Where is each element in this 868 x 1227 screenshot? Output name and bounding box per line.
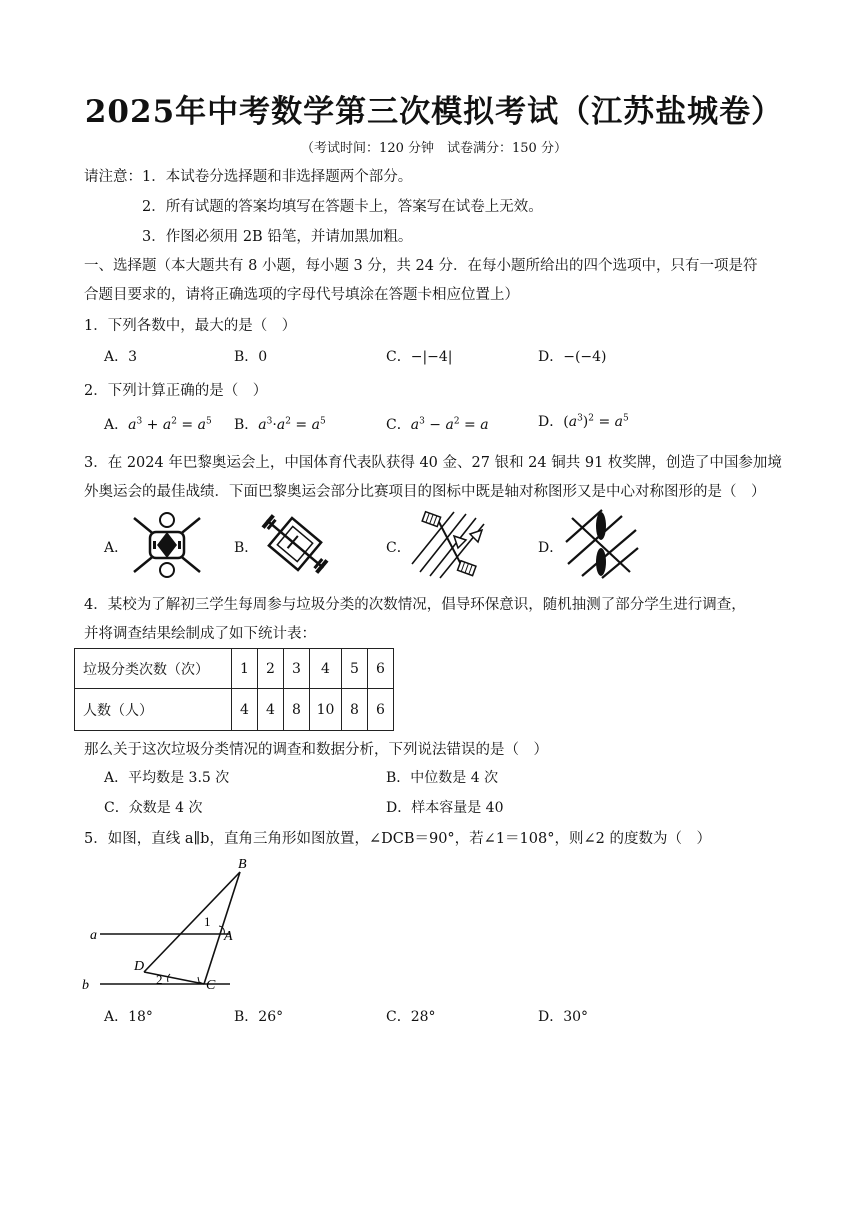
question-3-stem: 3．在 2024 年巴黎奥运会上，中国体育代表队获得 40 金、27 银和 24 铜共 91 枚奖牌，创造了中国参加境 <box>84 455 782 471</box>
q5-option-d: D．30° <box>538 1009 589 1025</box>
notice-label: 请注意：1．本试卷分选择题和非选择题两个部分。 <box>84 169 413 185</box>
question-4-stem: 4．某校为了解初三学生每周参与垃圾分类的次数情况，倡导环保意识，随机抽测了部分学生进行调查， <box>84 597 746 613</box>
statistics-table <box>74 648 394 731</box>
side-bd <box>144 872 240 972</box>
table-cell: 2 <box>258 649 284 689</box>
label-a-point: A <box>224 929 233 944</box>
table-cell: 4 <box>310 649 342 689</box>
q1-option-c: C．−|−4| <box>386 349 453 365</box>
table-header-people: 人数（人） <box>75 689 232 731</box>
table-cell: 6 <box>368 649 394 689</box>
label-line-b: b <box>82 978 89 993</box>
table-cell: 6 <box>368 689 394 731</box>
q5-option-c: C．28° <box>386 1009 436 1025</box>
q3-option-c: C． <box>386 540 411 556</box>
question-3-stem-cont: 外奥运会的最佳战绩．下面巴黎奥运会部分比赛项目的图标中既是轴对称图形又是中心对称图形的是（ ） <box>84 484 766 500</box>
label-d-point: D <box>134 959 145 974</box>
section-heading: 一、选择题（本大题共有 8 小题，每小题 3 分，共 24 分．在每小题所给出的四个选项中，只有一项是符 <box>84 258 758 274</box>
table-cell: 8 <box>342 689 368 731</box>
q1-option-b: B．0 <box>234 349 268 365</box>
q3-option-a: A． <box>104 540 129 556</box>
table-row <box>75 689 394 731</box>
label-line-a: a <box>90 928 97 943</box>
judo-icon <box>128 510 208 580</box>
rowing-icon <box>562 508 640 580</box>
q3-option-b: B． <box>234 540 259 556</box>
q3-option-d: D． <box>538 540 564 556</box>
badminton-icon <box>410 508 490 580</box>
q1-option-d: D．−(−4) <box>538 349 607 365</box>
table-cell: 4 <box>258 689 284 731</box>
notice-item: 1．本试卷分选择题和非选择题两个部分。 <box>142 169 413 185</box>
q2-option-a: A．$a^3 + a^2 = a^5$ <box>104 416 212 433</box>
table-cell: 10 <box>310 689 342 731</box>
q2-option-d: D．$(a^3)^2 = a^5$ <box>538 413 629 430</box>
label-angle-2: 2 <box>156 972 163 987</box>
question-2-stem: 2．下列计算正确的是（ ） <box>84 383 268 399</box>
q2-option-c: C．$a^3 - a^2 = a$ <box>386 416 489 433</box>
label-b-point: B <box>238 857 247 872</box>
label-c-point: C <box>206 978 216 993</box>
table-header-count: 垃圾分类次数（次） <box>75 649 232 689</box>
question-5-stem: 5．如图，直线 a∥b，直角三角形如图放置，∠DCB＝90°，若∠1＝108°，则∠2 的度数为（ ） <box>84 831 711 847</box>
notice-item: 3．作图必须用 2B 铅笔，并请加黑加粗。 <box>142 229 413 245</box>
side-dc <box>144 972 204 984</box>
section-heading-cont: 合题目要求的，请将正确选项的字母代号填涂在答题卡相应位置上） <box>84 287 519 303</box>
table-cell: 8 <box>284 689 310 731</box>
table-cell: 3 <box>284 649 310 689</box>
question-4-stem-cont: 并将调查结果绘制成了如下统计表： <box>84 626 316 642</box>
table-row <box>75 649 394 689</box>
q5-option-b: B．26° <box>234 1009 284 1025</box>
q5-option-a: A．18° <box>104 1009 153 1025</box>
q4-option-d: D．样本容量是 40 <box>386 800 504 816</box>
table-cell: 5 <box>342 649 368 689</box>
geometry-figure <box>78 850 258 998</box>
page-title: 2025年中考数学第三次模拟考试（江苏盐城卷） <box>84 94 784 130</box>
label-angle-1: 1 <box>204 914 211 929</box>
exam-info: （考试时间：120 分钟 试卷满分：150 分） <box>301 141 567 156</box>
q4-option-a: A．平均数是 3.5 次 <box>104 770 230 786</box>
weightlifting-icon <box>256 508 334 580</box>
q4-option-c: C．众数是 4 次 <box>104 800 203 816</box>
question-4-prompt: 那么关于这次垃圾分类情况的调查和数据分析，下列说法错误的是（ ） <box>84 742 548 758</box>
table-cell: 4 <box>232 689 258 731</box>
q1-option-a: A．3 <box>104 349 138 365</box>
notice-item: 2．所有试题的答案均填写在答题卡上，答案写在试卷上无效。 <box>142 199 543 215</box>
q2-option-b: B．$a^3\cdot a^2 = a^5$ <box>234 416 326 433</box>
table-cell: 1 <box>232 649 258 689</box>
question-1-stem: 1．下列各数中，最大的是（ ） <box>84 318 297 334</box>
q4-option-b: B．中位数是 4 次 <box>386 770 499 786</box>
